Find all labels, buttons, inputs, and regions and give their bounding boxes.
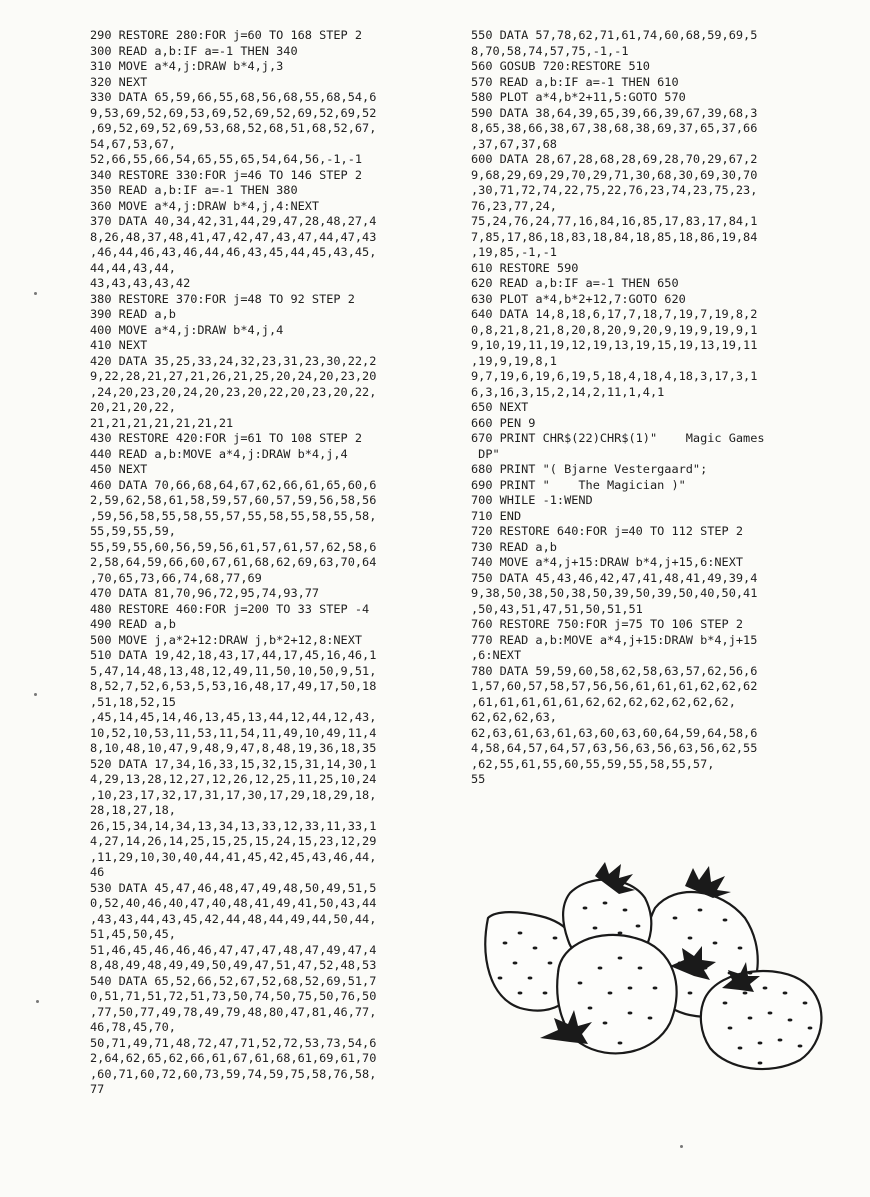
code-line: 460 DATA 70,66,68,64,67,62,66,61,65,60,6 bbox=[90, 477, 377, 492]
code-line: ,61,61,61,61,61,62,62,62,62,62,62,62, bbox=[471, 694, 736, 709]
code-line: 62,62,62,63, bbox=[471, 710, 557, 724]
code-line: 8,65,38,66,38,67,38,68,38,69,37,65,37,66 bbox=[471, 121, 758, 135]
strawberry-shape bbox=[701, 971, 822, 1069]
code-line: ,46,44,46,43,46,44,46,43,45,44,45,43,45, bbox=[90, 245, 377, 259]
code-line: 8,52,7,52,6,53,5,53,16,48,17,49,17,50,18 bbox=[90, 679, 377, 693]
code-line: 490 READ a,b bbox=[90, 617, 176, 631]
code-line: 9,7,19,6,19,6,19,5,18,4,18,4,18,3,17,3,1 bbox=[471, 369, 758, 383]
code-line: 550 DATA 57,78,62,71,61,74,60,68,59,69,5 bbox=[471, 28, 758, 42]
code-line: 44,44,43,44, bbox=[90, 260, 176, 275]
code-line: 760 RESTORE 750:FOR j=75 TO 106 STEP 2 bbox=[471, 617, 744, 631]
code-line: 8,10,48,10,47,9,48,9,47,8,48,19,36,18,35 bbox=[90, 741, 377, 755]
code-line: 710 END bbox=[471, 508, 522, 523]
code-line: 52,66,55,66,54,65,55,65,54,64,56,-1,-1 bbox=[90, 152, 363, 166]
code-line: 54,67,53,67, bbox=[90, 136, 176, 151]
code-line: 400 MOVE a*4,j:DRAW b*4,j,4 bbox=[90, 322, 284, 337]
code-line: ,6:NEXT bbox=[471, 648, 522, 662]
code-line: 9,68,29,69,29,70,29,71,30,68,30,69,30,70 bbox=[471, 167, 758, 182]
paper-speck bbox=[34, 693, 37, 696]
code-line: 530 DATA 45,47,46,48,47,49,48,50,49,51,5 bbox=[90, 880, 377, 895]
listing-right-column bbox=[471, 28, 846, 788]
code-line: 470 DATA 81,70,96,72,95,74,93,77 bbox=[90, 586, 320, 600]
code-line: 300 READ a,b:IF a=-1 THEN 340 bbox=[90, 43, 298, 58]
code-line: 740 MOVE a*4,j+15:DRAW b*4,j+15,6:NEXT bbox=[471, 555, 744, 569]
code-line: 290 RESTORE 280:FOR j=60 TO 168 STEP 2 bbox=[90, 28, 363, 42]
code-line: 360 MOVE a*4,j:DRAW b*4,j,4:NEXT bbox=[90, 198, 320, 213]
code-line: 380 RESTORE 370:FOR j=48 TO 92 STEP 2 bbox=[90, 291, 355, 306]
code-line: ,43,43,44,43,45,42,44,48,44,49,44,50,44, bbox=[90, 911, 377, 926]
code-line: 560 GOSUB 720:RESTORE 510 bbox=[471, 59, 650, 73]
paper-speck bbox=[34, 292, 37, 295]
code-line: 0,8,21,8,21,8,20,8,20,9,20,9,19,9,19,9,1 bbox=[471, 322, 758, 337]
code-line: 340 RESTORE 330:FOR j=46 TO 146 STEP 2 bbox=[90, 167, 363, 182]
code-line: 480 RESTORE 460:FOR j=200 TO 33 STEP -4 bbox=[90, 601, 370, 616]
code-line: 0,51,71,51,72,51,73,50,74,50,75,50,76,50 bbox=[90, 989, 377, 1003]
code-line: 55,59,55,59, bbox=[90, 524, 176, 538]
code-line: 9,10,19,11,19,12,19,13,19,15,19,13,19,11 bbox=[471, 338, 758, 352]
code-line: ,24,20,23,20,24,20,23,20,22,20,23,20,22, bbox=[90, 384, 377, 399]
code-line: 410 NEXT bbox=[90, 338, 148, 352]
code-line: 7,85,17,86,18,83,18,84,18,85,18,86,19,84 bbox=[471, 229, 758, 244]
code-line: 420 DATA 35,25,33,24,32,23,31,23,30,22,2 bbox=[90, 353, 377, 368]
code-line: 8,26,48,37,48,41,47,42,47,43,47,44,47,43 bbox=[90, 229, 377, 244]
code-line: 4,29,13,28,12,27,12,26,12,25,11,25,10,24 bbox=[90, 772, 377, 786]
code-line: 320 NEXT bbox=[90, 74, 148, 89]
code-line: ,10,23,17,32,17,31,17,30,17,29,18,29,18, bbox=[90, 787, 377, 802]
code-line: 620 READ a,b:IF a=-1 THEN 650 bbox=[471, 276, 679, 290]
code-line: 580 PLOT a*4,b*2+11,5:GOTO 570 bbox=[471, 90, 686, 104]
code-line: 9,22,28,21,27,21,26,21,25,20,24,20,23,20 bbox=[90, 369, 377, 383]
code-line: 28,18,27,18, bbox=[90, 803, 176, 817]
code-line: 21,21,21,21,21,21,21 bbox=[90, 415, 234, 430]
code-line: 430 RESTORE 420:FOR j=61 TO 108 STEP 2 bbox=[90, 431, 363, 445]
code-line: 5,47,14,48,13,48,12,49,11,50,10,50,9,51, bbox=[90, 663, 377, 678]
code-line: 10,52,10,53,11,53,11,54,11,49,10,49,11,4 bbox=[90, 725, 377, 740]
code-line: 350 READ a,b:IF a=-1 THEN 380 bbox=[90, 183, 298, 197]
code-line: 520 DATA 17,34,16,33,15,32,15,31,14,30,1 bbox=[90, 756, 377, 771]
code-line: ,51,18,52,15 bbox=[90, 694, 176, 709]
code-line: 75,24,76,24,77,16,84,16,85,17,83,17,84,1 bbox=[471, 214, 758, 228]
code-line: 500 MOVE j,a*2+12:DRAW j,b*2+12,8:NEXT bbox=[90, 632, 363, 647]
paper-speck bbox=[36, 1000, 39, 1003]
strawberries-illustration bbox=[460, 848, 840, 1080]
code-line: DP" bbox=[471, 446, 500, 461]
code-line: 750 DATA 45,43,46,42,47,41,48,41,49,39,4 bbox=[471, 570, 758, 585]
code-line: ,70,65,73,66,74,68,77,69 bbox=[90, 570, 262, 585]
code-line: 660 PEN 9 bbox=[471, 415, 536, 430]
code-line: 77 bbox=[90, 1082, 105, 1096]
code-line: 690 PRINT " The Magician )" bbox=[471, 477, 686, 492]
code-line: 440 READ a,b:MOVE a*4,j:DRAW b*4,j,4 bbox=[90, 446, 348, 461]
paper-speck bbox=[680, 1145, 683, 1148]
code-line: 0,52,40,46,40,47,40,48,41,49,41,50,43,44 bbox=[90, 896, 377, 910]
code-line: 2,59,62,58,61,58,59,57,60,57,59,56,58,56 bbox=[90, 493, 377, 507]
code-line: 310 MOVE a*4,j:DRAW b*4,j,3 bbox=[90, 59, 284, 73]
code-line: 2,58,64,59,66,60,67,61,68,62,69,63,70,64 bbox=[90, 555, 377, 569]
code-line: 590 DATA 38,64,39,65,39,66,39,67,39,68,3 bbox=[471, 105, 758, 120]
code-line: ,59,56,58,55,58,55,57,55,58,55,58,55,58, bbox=[90, 508, 377, 523]
code-line: 8,48,49,48,49,49,50,49,47,51,47,52,48,53 bbox=[90, 958, 377, 972]
code-line: ,69,52,69,52,69,53,68,52,68,51,68,52,67, bbox=[90, 121, 377, 135]
code-line: 770 READ a,b:MOVE a*4,j+15:DRAW b*4,j+15 bbox=[471, 632, 758, 647]
code-line: 43,43,43,43,42 bbox=[90, 276, 191, 290]
code-line: ,60,71,60,72,60,73,59,74,59,75,58,76,58, bbox=[90, 1066, 377, 1081]
code-line: 510 DATA 19,42,18,43,17,44,17,45,16,46,1 bbox=[90, 648, 377, 662]
code-line: 630 PLOT a*4,b*2+12,7:GOTO 620 bbox=[471, 291, 686, 306]
code-line: 780 DATA 59,59,60,58,62,58,63,57,62,56,6 bbox=[471, 663, 758, 678]
code-line: 55,59,55,60,56,59,56,61,57,61,57,62,58,6 bbox=[90, 539, 377, 554]
code-line: ,11,29,10,30,40,44,41,45,42,45,43,46,44, bbox=[90, 849, 377, 864]
code-line: 8,70,58,74,57,75,-1,-1 bbox=[471, 43, 629, 58]
code-line: 46,78,45,70, bbox=[90, 1020, 176, 1034]
code-line: 51,45,50,45, bbox=[90, 927, 176, 941]
code-line: 4,58,64,57,64,57,63,56,63,56,63,56,62,55 bbox=[471, 741, 758, 755]
code-line: ,37,67,37,68 bbox=[471, 136, 557, 151]
code-line: 9,38,50,38,50,38,50,39,50,39,50,40,50,41 bbox=[471, 586, 758, 600]
code-line: 76,23,77,24, bbox=[471, 198, 557, 213]
code-line: 640 DATA 14,8,18,6,17,7,18,7,19,7,19,8,2 bbox=[471, 307, 758, 321]
code-line: 1,57,60,57,58,57,56,56,61,61,61,62,62,62 bbox=[471, 679, 758, 693]
code-line: 650 NEXT bbox=[471, 400, 529, 414]
code-line: 610 RESTORE 590 bbox=[471, 260, 579, 275]
code-line: 730 READ a,b bbox=[471, 539, 557, 554]
code-line: ,77,50,77,49,78,49,79,48,80,47,81,46,77, bbox=[90, 1004, 377, 1019]
code-line: 6,3,16,3,15,2,14,2,11,1,4,1 bbox=[471, 384, 665, 399]
code-line: 4,27,14,26,14,25,15,25,15,24,15,23,12,29 bbox=[90, 834, 377, 848]
code-line: ,19,9,19,8,1 bbox=[471, 353, 557, 368]
code-line: 720 RESTORE 640:FOR j=40 TO 112 STEP 2 bbox=[471, 524, 744, 538]
code-line: ,50,43,51,47,51,50,51,51 bbox=[471, 601, 643, 616]
code-line: 540 DATA 65,52,66,52,67,52,68,52,69,51,7 bbox=[90, 973, 377, 988]
code-line: 600 DATA 28,67,28,68,28,69,28,70,29,67,2 bbox=[471, 152, 758, 166]
code-line: 9,53,69,52,69,53,69,52,69,52,69,52,69,52 bbox=[90, 105, 377, 120]
code-line: 26,15,34,14,34,13,34,13,33,12,33,11,33,1 bbox=[90, 818, 377, 833]
code-line: 51,46,45,46,46,46,47,47,47,48,47,49,47,4 bbox=[90, 942, 377, 957]
code-line: ,45,14,45,14,46,13,45,13,44,12,44,12,43, bbox=[90, 710, 377, 724]
code-line: 450 NEXT bbox=[90, 462, 148, 476]
code-line: ,30,71,72,74,22,75,22,76,23,74,23,75,23, bbox=[471, 183, 758, 197]
code-line: 570 READ a,b:IF a=-1 THEN 610 bbox=[471, 74, 679, 89]
listing-left-column bbox=[90, 28, 462, 1098]
code-line: 46 bbox=[90, 865, 105, 879]
code-line: 20,21,20,22, bbox=[90, 400, 176, 414]
code-line: 50,71,49,71,48,72,47,71,52,72,53,73,54,6 bbox=[90, 1035, 377, 1050]
code-line: 55 bbox=[471, 772, 486, 786]
code-line: 700 WHILE -1:WEND bbox=[471, 493, 593, 507]
code-line: ,62,55,61,55,60,55,59,55,58,55,57, bbox=[471, 756, 715, 771]
code-line: ,19,85,-1,-1 bbox=[471, 245, 557, 259]
code-line: 370 DATA 40,34,42,31,44,29,47,28,48,27,4 bbox=[90, 214, 377, 228]
code-line: 390 READ a,b bbox=[90, 307, 176, 321]
code-line: 680 PRINT "( Bjarne Vestergaard"; bbox=[471, 462, 708, 476]
code-line: 62,63,61,63,61,63,60,63,60,64,59,64,58,6 bbox=[471, 725, 758, 740]
code-line: 330 DATA 65,59,66,55,68,56,68,55,68,54,6 bbox=[90, 90, 377, 104]
code-line: 2,64,62,65,62,66,61,67,61,68,61,69,61,70 bbox=[90, 1051, 377, 1065]
code-line: 670 PRINT CHR$(22)CHR$(1)" Magic Games bbox=[471, 431, 765, 445]
